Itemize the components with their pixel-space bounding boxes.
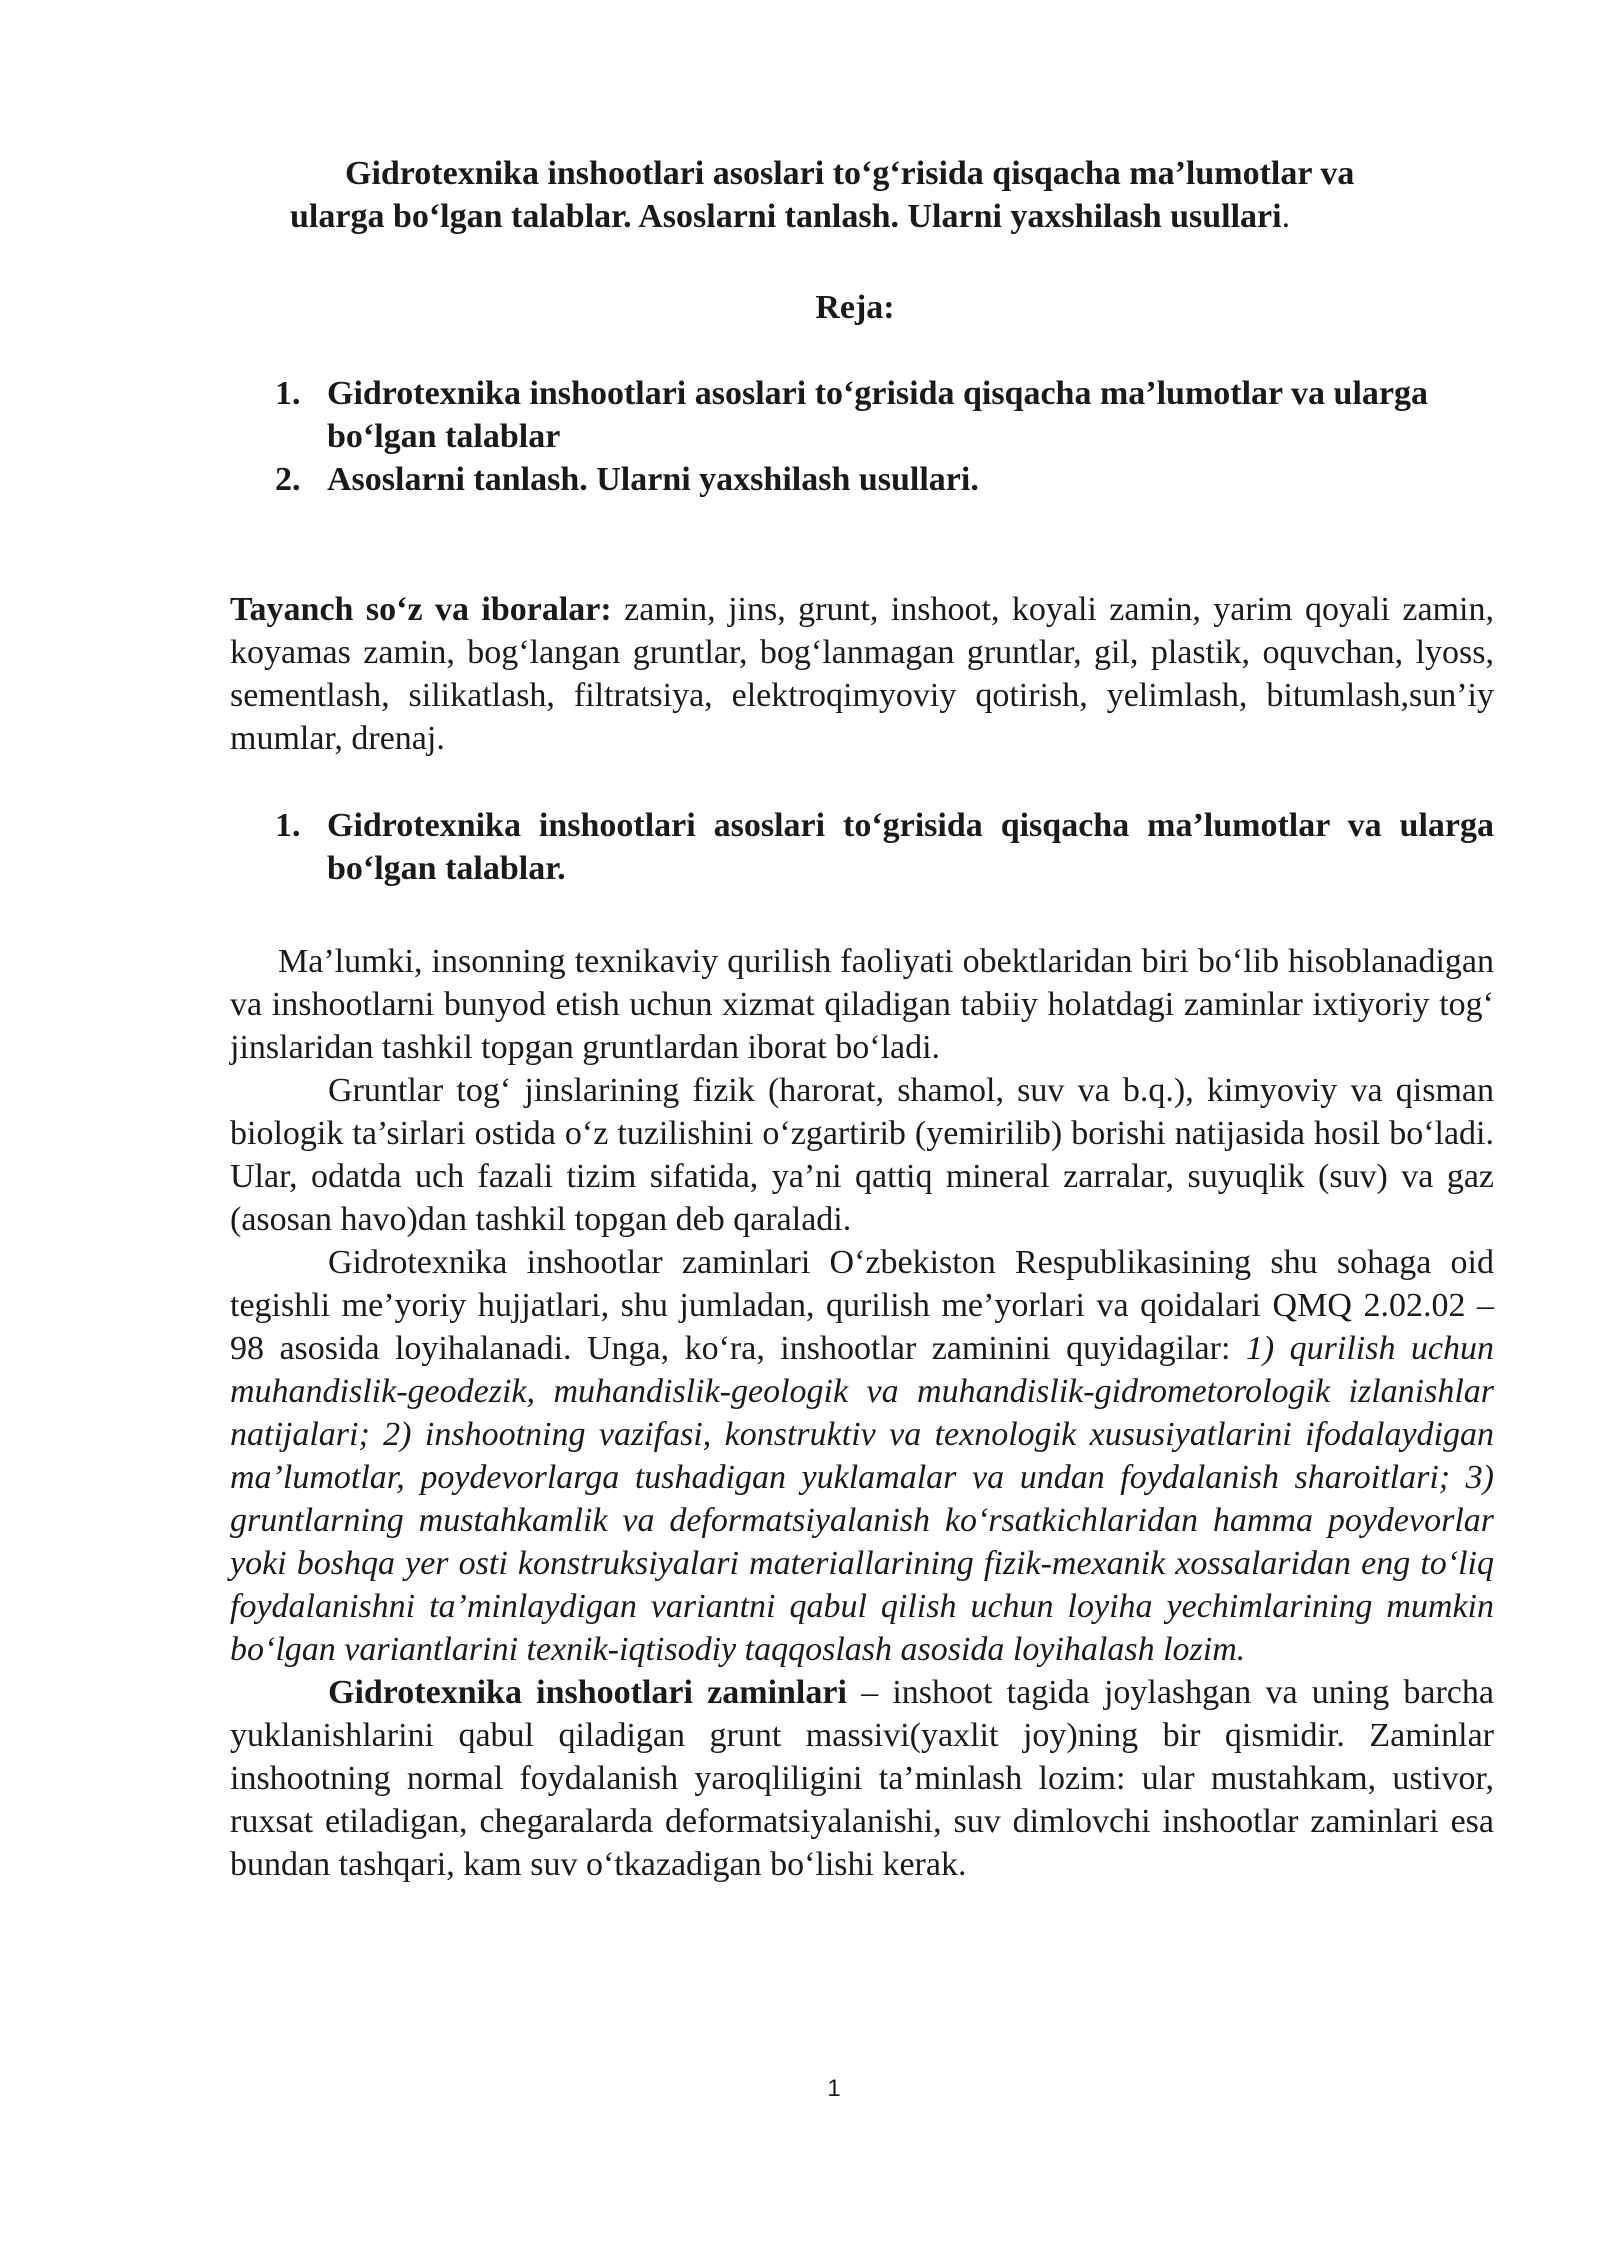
title-line-2 xyxy=(230,195,1530,238)
section-heading-text: Gidrotexnika inshootlari asoslari to‘grisida qisqacha ma’lumotlar va ularga bo‘lgan talablar. xyxy=(327,807,1494,887)
plan-heading: Reja: xyxy=(815,289,895,326)
section-1-heading xyxy=(275,804,1494,890)
paragraph-2: Gruntlar tog‘ jinslarining fizik (harorat, shamol, suv va b.q.), kimyoviy va qisman biologik ta’sirlari ostida o‘z tuzilishini o‘zgartirib (yemirilib) borishi natijasida hosil bo‘ladi. Ular, odatda uch fazali tizim sifatida, ya’ni qattiq mineral zarralar, suyuqlik (suv) va gaz (asosan havo)dan tashkil topgan deb qaraladi. xyxy=(230,1072,1494,1238)
title-line-2-text: ularga bo‘lgan talablar. Asoslarni tanlash. Ularni yaxshilash usullari xyxy=(290,198,1282,235)
paragraph-3 xyxy=(230,1241,1494,1671)
title-line-1: Gidrotexnika inshootlari asoslari to‘g‘risida qisqacha ma’lumotlar va xyxy=(345,155,1355,192)
keywords-label: Tayanch so‘z va iboralar: xyxy=(230,591,612,628)
plan-list xyxy=(275,372,1475,501)
paragraph-1: Ma’lumki, insonning texnikaviy qurilish faoliyati obektlaridan biri bo‘lib hisoblanadigan va inshootlarni bunyod etish uchun xizmat qiladigan tabiiy holatdagi zaminlar ixtiyoriy tog‘ jinslaridan tashkil topgan gruntlardan iborat bo‘ladi. xyxy=(230,943,1494,1066)
paragraph-4-term: Gidrotexnika inshootlari zaminlari xyxy=(328,1674,847,1711)
section-heading-item xyxy=(275,804,1494,890)
body-text xyxy=(230,940,1494,1886)
paragraph-4-definition: – inshoot tagida joylashgan va uning barcha yuklanishlarini qabul qiladigan grunt massivi(yaxlit joy)ning bir qismidir. Zaminlar inshootning normal foydalanish yaroqliligini ta’minlash lozim: ular mustahkam, ustivor, ruxsat etiladigan, chegaralarda deformatsiyalanishi, suv dimlovchi inshootlar zaminlari esa bundan tashqari, kam suv o‘tkazadigan bo‘lishi kerak. xyxy=(230,1674,1494,1883)
document-title xyxy=(230,152,1530,238)
paragraph-3-italic: 1) qurilish uchun muhandislik-geodezik, muhandislik-geologik va muhandislik-gidrometorologik izlanishlar natijalari; 2) inshootning vazifasi, konstruktiv va texnologik xususiyatlarini ifodalaydigan ma’lumotlar, poydevorlarga tushadigan yuklamalar va undan foydalanish sharoitlari; 3) gruntlarning mustahkamlik va deformatsiyalanish ko‘rsatkichlaridan hamma poydevorlar yoki boshqa yer osti konstruksiyalari materiallarining fizik-mexanik xossalaridan eng to‘liq foydalanishni ta’minlaydigan variantni qabul qilish uchun loyiha yechimlarining mumkin bo‘lgan variantlarini texnik-iqtisodiy taqqoslash asosida loyihalash lozim. xyxy=(230,1330,1494,1668)
plan-item-number: 1. xyxy=(275,375,301,412)
plan-item xyxy=(275,372,1475,458)
title-period: . xyxy=(1281,198,1291,235)
page-number: 1 xyxy=(827,2075,841,2102)
plan-item-number: 2. xyxy=(275,461,301,498)
plan-item-text: Gidrotexnika inshootlari asoslari to‘grisida qisqacha ma’lumotlar va ularga bo‘lgan talablar xyxy=(327,375,1428,455)
section-number: 1. xyxy=(275,807,301,844)
keywords-text: zamin, jins, grunt, inshoot, koyali zamin, yarim qoyali zamin, koyamas zamin, bog‘langan gruntlar, bog‘lanmagan gruntlar, gil, plastik, oquvchan, lyoss, sementlash, silikatlash, filtratsiya, elektroqimyoviy qotirish, yelimlash, bitumlash,sun’iy mumlar, drenaj. xyxy=(230,591,1494,757)
paragraph-3-lead: Gidrotexnika inshootlar zaminlari O‘zbekiston Respublikasining shu sohaga oid tegishli me’yoriy hujjatlari, shu jumladan, qurilish me’yorlari va qoidalari QMQ 2.02.02 – 98 asosida loyihalanadi. Unga, ko‘ra, inshootlar zaminini quyidagilar: xyxy=(230,1244,1494,1367)
plan-item xyxy=(275,458,1475,501)
paragraph-4 xyxy=(230,1671,1494,1886)
keywords-paragraph xyxy=(230,588,1494,760)
plan-item-text: Asoslarni tanlash. Ularni yaxshilash usullari. xyxy=(327,461,979,498)
